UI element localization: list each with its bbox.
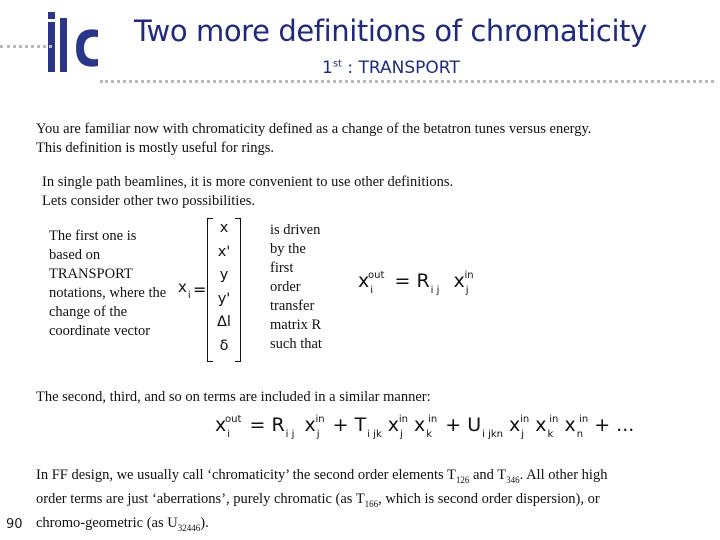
ff-design-paragraph — [36, 466, 607, 538]
ilc-logo — [46, 12, 100, 76]
vector-lhs — [178, 278, 191, 301]
page-number: 90 — [6, 517, 23, 532]
eq1-x2: x — [453, 270, 465, 292]
first-one-line: TRANSPORT — [49, 266, 133, 282]
vector-component: y — [219, 267, 229, 283]
vector-component: y' — [217, 290, 231, 307]
eq2-t6-sup: in — [549, 414, 559, 425]
subtitle-superscript: st — [332, 58, 342, 70]
driven-line: first — [270, 260, 294, 276]
equation-higher-order — [215, 414, 635, 440]
eq2-t1-sub: i — [227, 429, 231, 440]
first-one-line: coordinate vector — [49, 323, 151, 339]
single-path-paragraph — [42, 173, 453, 211]
eq2-t6: x — [535, 414, 547, 436]
eq2-t2-sup: in — [315, 414, 325, 425]
eq2-t6-sub: k — [547, 429, 554, 440]
ff-line-1-a: In FF design, we usually call ‘chromaticity’ the second order elements T — [36, 467, 456, 483]
equation-first-order — [358, 270, 474, 296]
first-one-line: change of the — [49, 304, 128, 320]
eq1-x-sup: out — [368, 270, 385, 281]
eq2-T: T — [354, 414, 367, 436]
header-dots-left — [0, 45, 52, 48]
eq1-R-sub: i j — [430, 285, 440, 296]
eq2-plus-2: + — [445, 414, 462, 436]
eq2-t5: x — [509, 414, 521, 436]
eq2-t4: x — [414, 414, 426, 436]
ff-line-3-sub: 32446 — [177, 522, 201, 533]
ff-line-1-sub-2: 346 — [506, 474, 520, 485]
eq2-t7-sub: n — [576, 429, 584, 440]
eq1-x2-sub: j — [465, 285, 469, 296]
driven-line: by the — [270, 241, 306, 257]
eq1-x: x — [358, 270, 370, 292]
eq2-U: U — [467, 414, 482, 436]
ilc-logo-graphic — [46, 12, 100, 76]
eq2-t3-sub: j — [400, 429, 403, 440]
driven-line: is driven — [270, 222, 321, 238]
ff-line-3 — [36, 514, 607, 538]
vector-lhs-symbol: x — [178, 278, 187, 296]
vector-component: Δl — [217, 314, 231, 330]
driven-line: order — [270, 279, 301, 295]
single-path-line-2: Lets consider other two possibilities. — [42, 193, 256, 209]
ff-line-3-b: ). — [200, 514, 209, 531]
vector-component: x' — [217, 243, 231, 260]
ff-line-1 — [36, 466, 607, 490]
intro-line-1: You are familiar now with chromaticity defined as a change of the betatron tunes versus energy. — [36, 121, 592, 137]
intro-line-2: This definition is mostly useful for rings. — [36, 140, 275, 156]
eq1-x2-sup: in — [464, 270, 474, 281]
ff-line-2-b: , which is second order dispersion), or — [378, 490, 600, 507]
eq2-t3-sup: in — [398, 414, 408, 425]
eq2-tail: + ... — [594, 414, 635, 436]
first-one-line: The first one is — [49, 228, 137, 244]
ff-line-2-a: order terms are just ‘aberrations’, purely chromatic (as T — [36, 490, 365, 507]
eq2-R-sub: i j — [285, 429, 295, 440]
eq2-t1: x — [215, 414, 227, 436]
driven-line: transfer — [270, 298, 315, 314]
ff-line-1-c: . All other high — [519, 467, 608, 483]
eq2-t2-sub: j — [316, 429, 320, 440]
vector-equals: = — [193, 280, 207, 299]
ff-line-2 — [36, 490, 607, 514]
driven-text — [270, 221, 322, 354]
eq2-R: R — [271, 414, 285, 436]
page-title: Two more definitions of chromaticity — [134, 14, 647, 48]
vector-components — [212, 217, 236, 358]
higher-order-intro: The second, third, and so on terms are included in a similar manner: — [36, 389, 431, 405]
header-dots-right — [100, 80, 714, 83]
eq2-t5-sup: in — [520, 414, 530, 425]
eq2-t3: x — [387, 414, 400, 436]
first-one-text — [49, 227, 166, 341]
driven-line: such that — [270, 336, 322, 352]
first-one-line: based on — [49, 247, 101, 263]
subtitle-text: : TRANSPORT — [341, 58, 460, 78]
eq2-equals: = — [249, 414, 266, 436]
eq2-U-sub: i jkn — [482, 429, 503, 440]
eq1-R: R — [416, 270, 430, 292]
eq2-t7: x — [564, 414, 576, 436]
subtitle-ordinal: 1 — [322, 58, 333, 78]
eq2-t4-sub: k — [426, 429, 433, 440]
ff-line-1-b: and T — [469, 467, 507, 483]
vector-component: δ — [219, 337, 229, 354]
vector-lhs-sub: i — [187, 290, 191, 301]
eq2-t1-sup: out — [225, 414, 242, 425]
vector-component: x — [219, 220, 229, 236]
ff-line-1-sub-1: 126 — [455, 474, 470, 485]
eq2-t7-sup: in — [579, 414, 589, 425]
eq2-t2: x — [304, 414, 316, 436]
first-one-line: notations, where the — [49, 285, 167, 301]
eq2-t4-sup: in — [428, 414, 438, 425]
ff-line-2-sub: 166 — [364, 498, 379, 509]
eq2-plus-1: + — [332, 414, 349, 436]
eq1-x-sub: i — [370, 285, 374, 296]
eq1-equals: = — [394, 270, 411, 292]
driven-line: matrix R — [270, 317, 322, 333]
page-subtitle — [322, 58, 460, 78]
eq2-t5-sub: j — [521, 429, 525, 440]
single-path-line-1: In single path beamlines, it is more convenient to use other definitions. — [42, 174, 454, 190]
eq2-T-sub: i jk — [367, 429, 382, 440]
ff-line-3-a: chromo-geometric (as U — [36, 514, 178, 531]
intro-paragraph — [36, 120, 591, 158]
